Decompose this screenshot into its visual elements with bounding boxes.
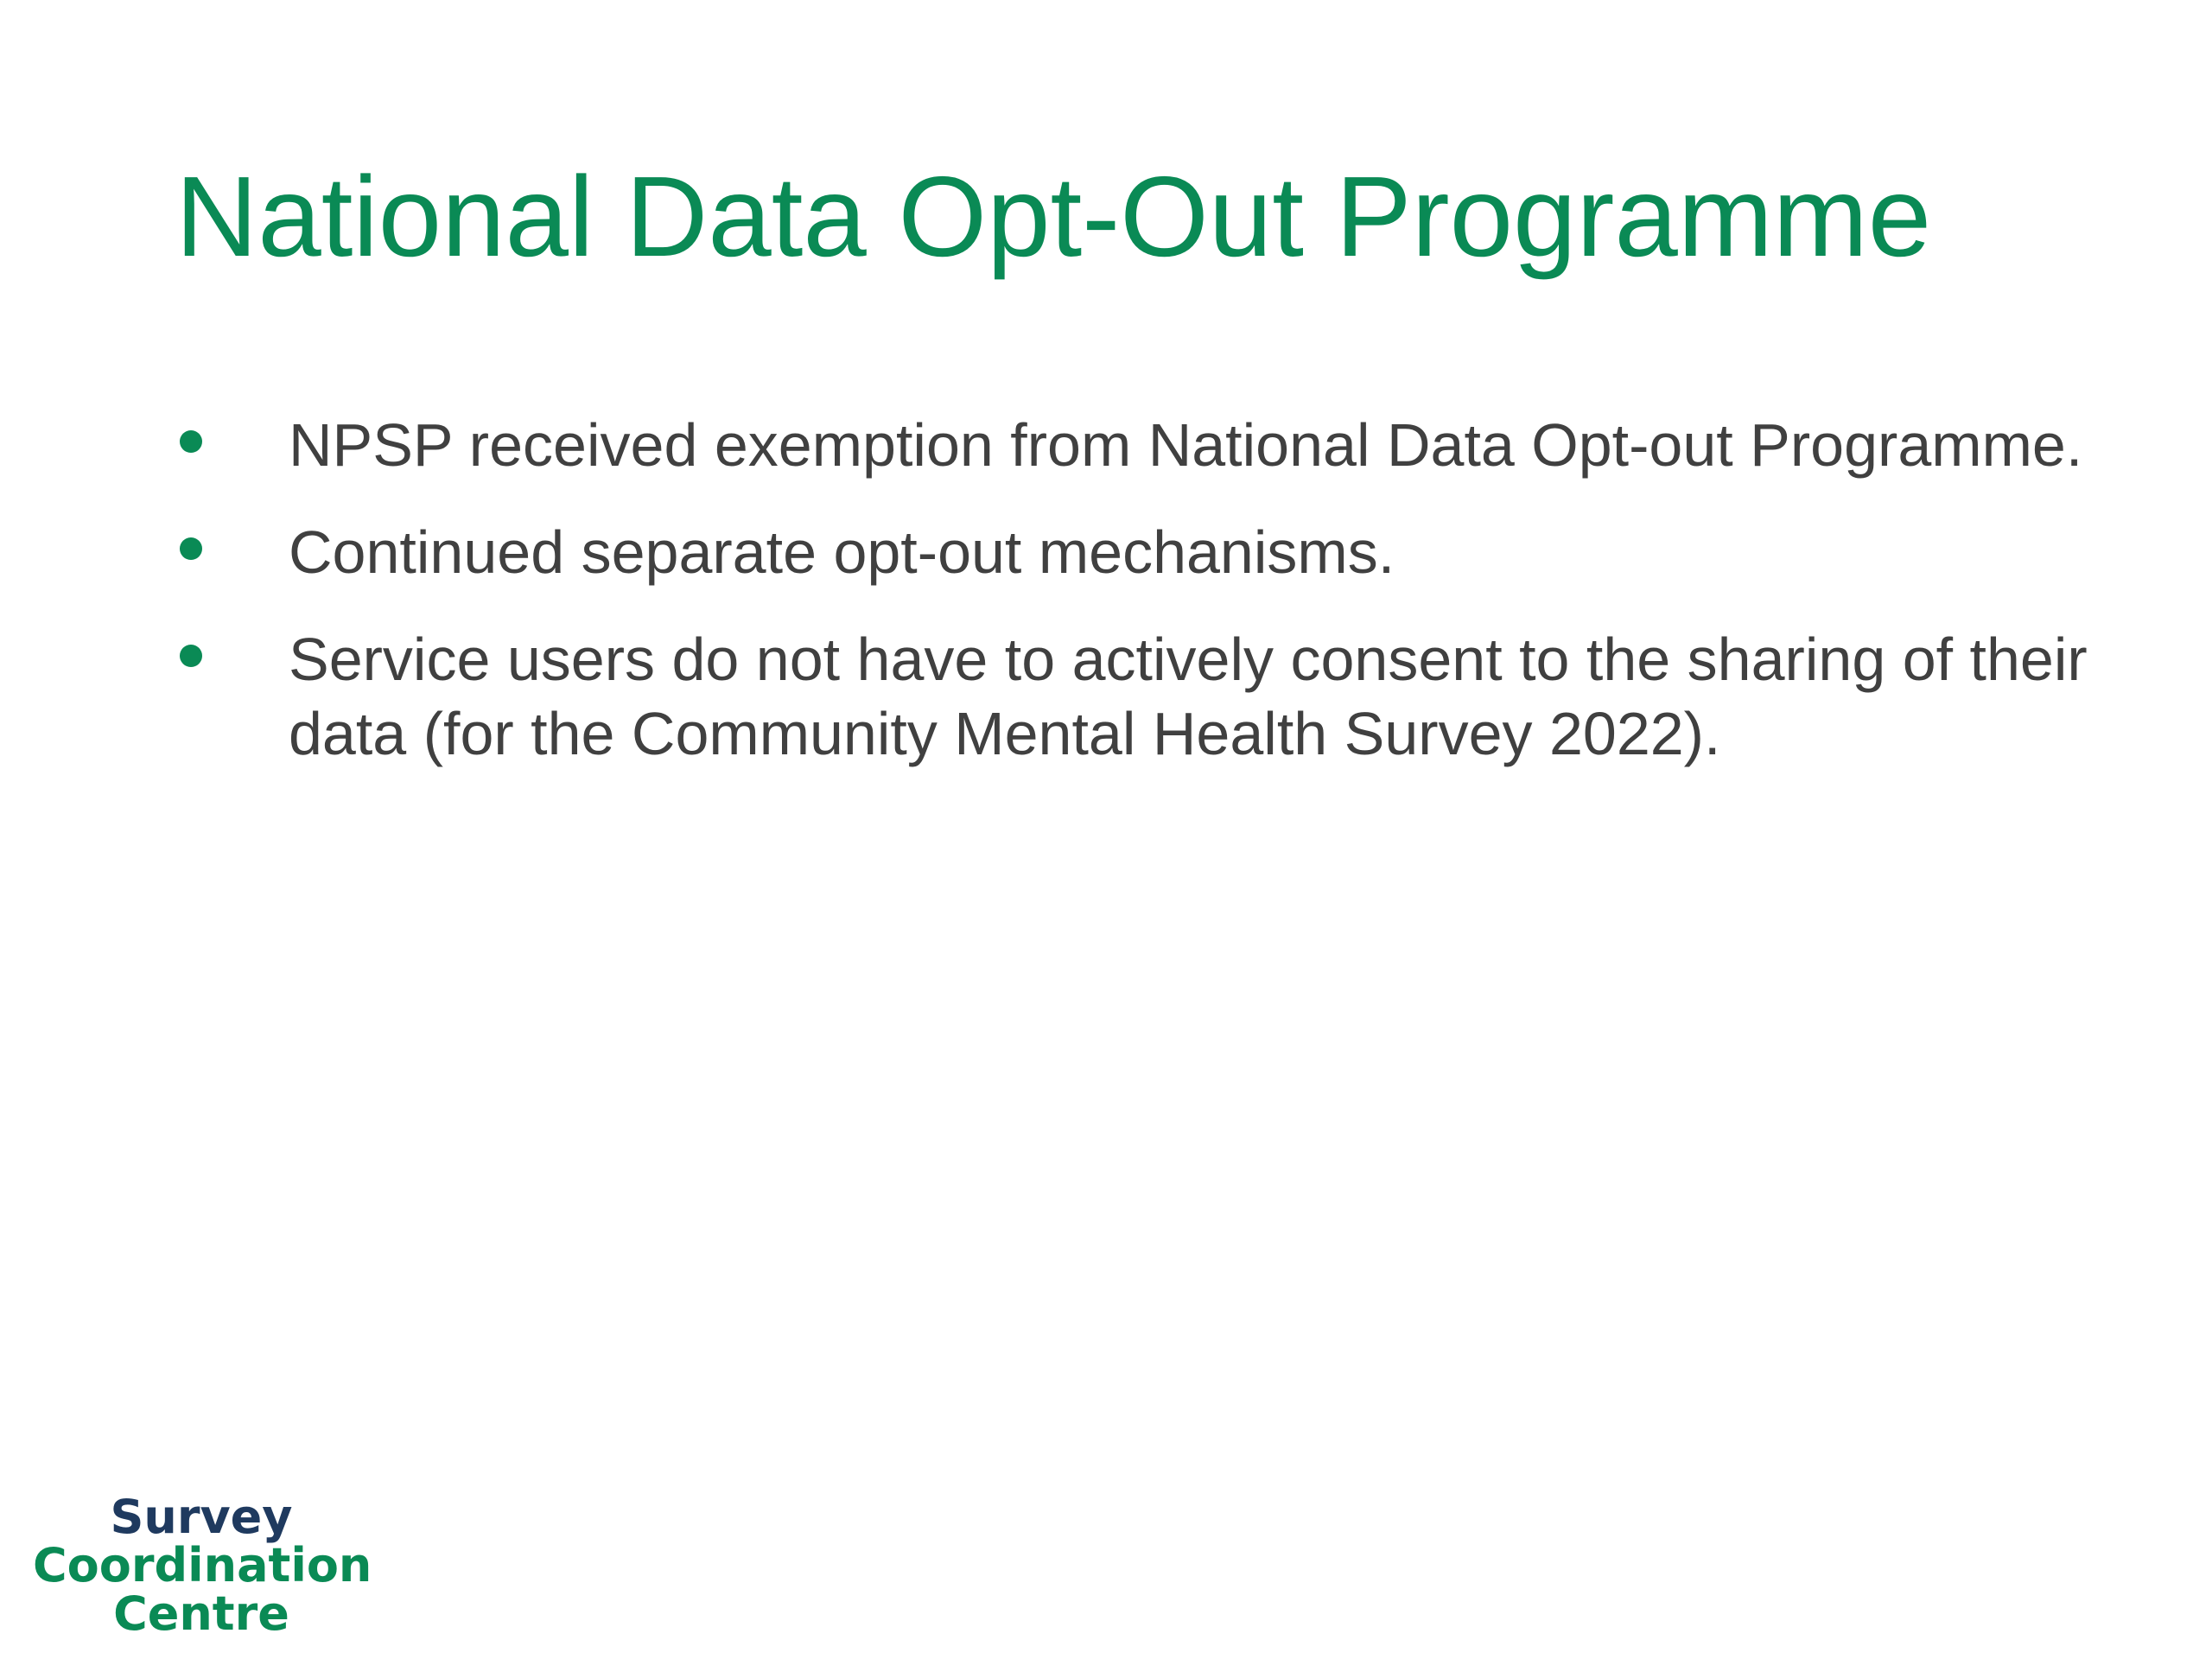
bullet-dot-icon xyxy=(180,537,202,560)
bullet-item xyxy=(173,622,2091,771)
slide-title: National Data Opt-Out Programme xyxy=(175,153,1932,280)
bullet-item xyxy=(173,408,2091,482)
logo-line-survey: Survey xyxy=(110,1490,293,1544)
bullet-dot-icon xyxy=(180,430,202,453)
bullet-item xyxy=(173,515,2091,589)
logo-line-coordination: Coordination xyxy=(33,1538,372,1592)
bullet-text: NPSP received exemption from National Data Opt-out Programme. xyxy=(289,411,2083,479)
logo-line-centre: Centre xyxy=(113,1586,289,1641)
bullet-list xyxy=(173,408,2091,804)
bullet-text: Continued separate opt-out mechanisms. xyxy=(289,518,1395,586)
bullet-text: Service users do not have to actively consent to the sharing of their data (for the Community Mental Health Survey 2022). xyxy=(289,626,2088,767)
bullet-dot-icon xyxy=(180,645,202,667)
survey-coordination-centre-logo xyxy=(33,1490,372,1641)
